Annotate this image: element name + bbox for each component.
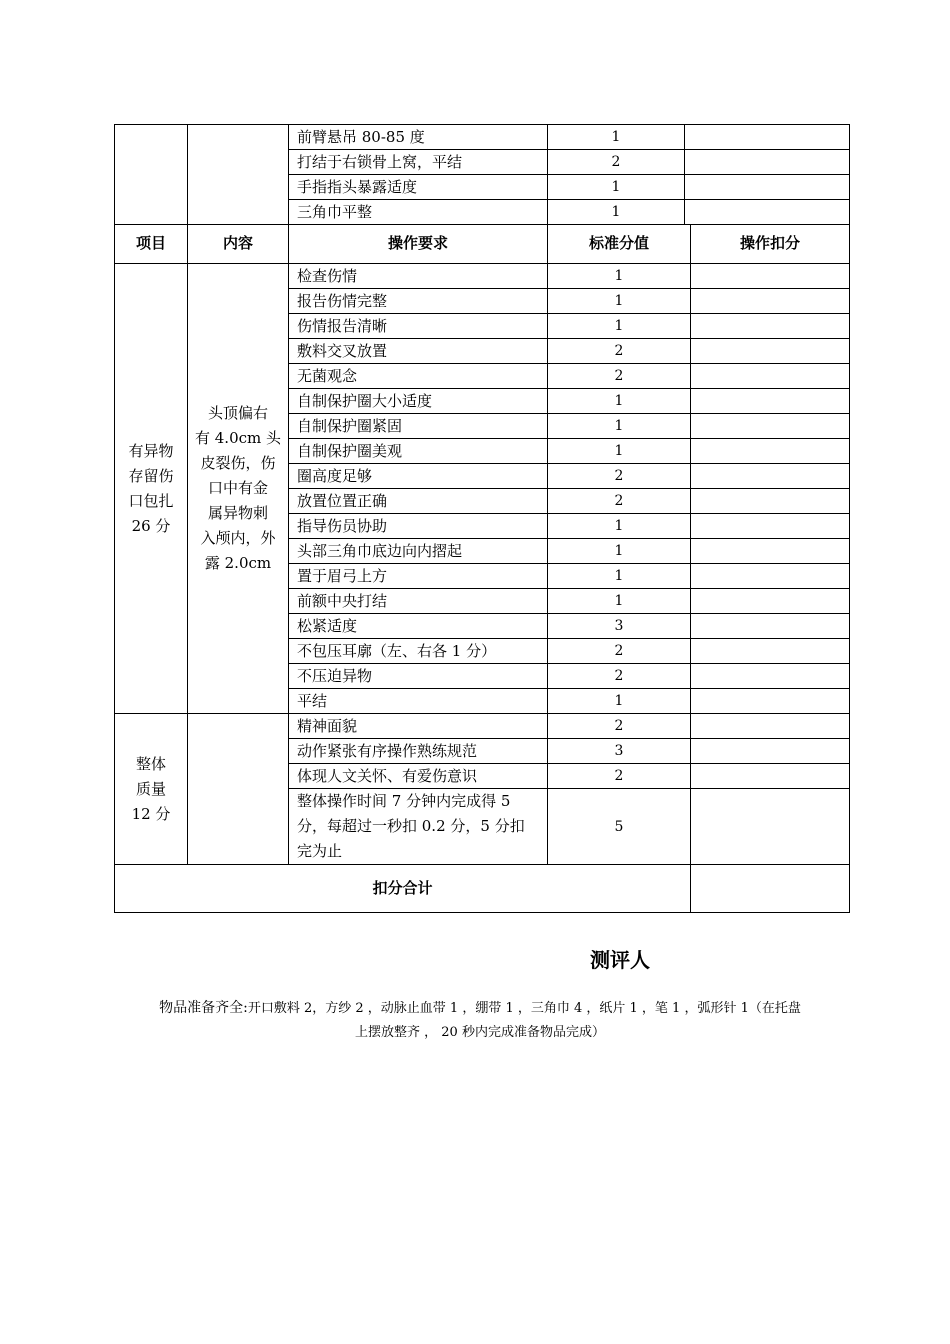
deduction-cell[interactable] xyxy=(685,175,850,200)
content-line: 露 2.0cm xyxy=(204,554,272,572)
deduction-cell[interactable] xyxy=(691,414,850,439)
deduction-cell[interactable] xyxy=(691,389,850,414)
score-cell: 2 xyxy=(548,489,691,514)
deduction-cell[interactable] xyxy=(691,439,850,464)
score-cell: 1 xyxy=(548,514,691,539)
items-note-text: 开口敷料 2，方纱 2 ，动脉止血带 1 ，绷带 1 ，三角巾 4 ，纸片 1 ，笔 1 ，弧形针 1（在托盘 xyxy=(247,1001,801,1016)
score-cell: 1 xyxy=(548,414,691,439)
deduction-cell[interactable] xyxy=(691,489,850,514)
items-note-line2: 上摆放整齐 ， 20 秒内完成准备物品完成） xyxy=(355,1025,605,1040)
requirement-cell: 三角巾平整 xyxy=(289,200,548,225)
header-deduction: 操作扣分 xyxy=(691,225,850,264)
score-cell: 1 xyxy=(548,125,685,150)
score-cell: 5 xyxy=(548,789,691,865)
deduction-cell[interactable] xyxy=(691,264,850,289)
score-cell: 1 xyxy=(548,200,685,225)
deduction-cell[interactable] xyxy=(691,714,850,739)
score-cell: 1 xyxy=(548,689,691,714)
total-label: 扣分合计 xyxy=(115,865,691,913)
requirement-cell: 自制保护圈大小适度 xyxy=(289,389,548,414)
requirement-cell: 打结于右锁骨上窝，平结 xyxy=(289,150,548,175)
deduction-cell[interactable] xyxy=(691,614,850,639)
deduction-cell[interactable] xyxy=(691,589,850,614)
requirement-cell: 动作紧张有序操作熟练规范 xyxy=(289,739,548,764)
score-cell: 2 xyxy=(548,664,691,689)
requirement-cell: 放置位置正确 xyxy=(289,489,548,514)
content-line: 口中有金 xyxy=(207,479,268,497)
deduction-cell[interactable] xyxy=(685,150,850,175)
item-line: 口包扎 xyxy=(128,491,174,510)
requirement-cell: 报告伤情完整 xyxy=(289,289,548,314)
score-cell: 1 xyxy=(548,314,691,339)
requirement-line: 整体操作时间 7 分钟内完成得 5 xyxy=(297,792,511,810)
item-line: 存留伤 xyxy=(128,466,174,485)
score-cell: 3 xyxy=(548,739,691,764)
score-cell: 1 xyxy=(548,289,691,314)
requirement-cell: 检查伤情 xyxy=(289,264,548,289)
deduction-cell[interactable] xyxy=(691,514,850,539)
header-content: 内容 xyxy=(188,225,289,264)
item-line: 有异物 xyxy=(128,441,174,460)
requirement-cell: 无菌观念 xyxy=(289,364,548,389)
score-cell: 1 xyxy=(548,564,691,589)
score-cell: 2 xyxy=(548,464,691,489)
requirement-cell: 伤情报告清晰 xyxy=(289,314,548,339)
table-header-row xyxy=(115,225,850,264)
content-line: 皮裂伤，伤 xyxy=(200,454,276,472)
header-requirement: 操作要求 xyxy=(289,225,548,264)
score-cell: 1 xyxy=(548,264,691,289)
deduction-cell[interactable] xyxy=(691,539,850,564)
score-cell: 2 xyxy=(548,714,691,739)
score-cell: 1 xyxy=(548,389,691,414)
deduction-cell[interactable] xyxy=(691,664,850,689)
requirement-cell: 精神面貌 xyxy=(289,714,548,739)
top-continuation-table xyxy=(114,124,850,225)
table-row xyxy=(115,714,850,739)
score-cell: 2 xyxy=(548,364,691,389)
deduction-cell[interactable] xyxy=(691,314,850,339)
requirement-cell: 前额中央打结 xyxy=(289,589,548,614)
total-row xyxy=(115,865,850,913)
requirement-line: 分，每超过一秒扣 0.2 分，5 分扣 xyxy=(297,817,525,835)
requirement-cell: 不包压耳廓（左、右各 1 分） xyxy=(289,639,548,664)
requirement-cell: 敷料交叉放置 xyxy=(289,339,548,364)
item-line: 26 分 xyxy=(131,516,171,535)
deduction-cell[interactable] xyxy=(685,125,850,150)
empty-content-cell xyxy=(188,125,289,225)
total-deduction-cell[interactable] xyxy=(691,865,850,913)
requirement-cell xyxy=(289,789,548,865)
requirement-cell: 平结 xyxy=(289,689,548,714)
score-cell: 1 xyxy=(548,439,691,464)
requirement-cell: 头部三角巾底边向内摺起 xyxy=(289,539,548,564)
section2-content-cell xyxy=(188,714,289,865)
evaluator-label: 测评人 xyxy=(590,950,650,972)
score-cell: 1 xyxy=(548,589,691,614)
deduction-cell[interactable] xyxy=(691,364,850,389)
requirement-cell: 圈高度足够 xyxy=(289,464,548,489)
score-cell: 1 xyxy=(548,175,685,200)
deduction-cell[interactable] xyxy=(691,789,850,865)
requirement-cell: 指导伤员协助 xyxy=(289,514,548,539)
section1-content-cell xyxy=(188,264,289,714)
content-line: 属异物刺 xyxy=(207,504,268,522)
score-cell: 2 xyxy=(548,339,691,364)
items-note-line1 xyxy=(140,996,820,1021)
score-cell: 3 xyxy=(548,614,691,639)
item-line: 12 分 xyxy=(131,804,171,823)
score-cell: 2 xyxy=(548,150,685,175)
requirement-line: 完为止 xyxy=(297,842,343,860)
deduction-cell[interactable] xyxy=(691,464,850,489)
requirement-cell: 置于眉弓上方 xyxy=(289,564,548,589)
items-preparation-note xyxy=(140,996,820,1045)
score-cell: 1 xyxy=(548,539,691,564)
requirement-cell: 松紧适度 xyxy=(289,614,548,639)
score-cell: 2 xyxy=(548,639,691,664)
item-line: 质量 xyxy=(135,779,166,798)
deduction-cell[interactable] xyxy=(691,339,850,364)
deduction-cell[interactable] xyxy=(691,564,850,589)
requirement-cell: 自制保护圈紧固 xyxy=(289,414,548,439)
header-item: 项目 xyxy=(115,225,188,264)
deduction-cell[interactable] xyxy=(691,739,850,764)
header-score: 标准分值 xyxy=(548,225,691,264)
section1-item-cell xyxy=(115,264,188,714)
score-cell: 2 xyxy=(548,764,691,789)
requirement-cell: 体现人文关怀、有爱伤意识 xyxy=(289,764,548,789)
items-note-lead: 物品准备齐全: xyxy=(159,1000,248,1016)
requirement-cell: 不压迫异物 xyxy=(289,664,548,689)
requirement-cell: 前臂悬吊 80-85 度 xyxy=(289,125,548,150)
deduction-cell[interactable] xyxy=(691,639,850,664)
deduction-cell[interactable] xyxy=(685,200,850,225)
item-line: 整体 xyxy=(135,754,166,773)
deduction-cell[interactable] xyxy=(691,764,850,789)
content-line: 头顶偏右 xyxy=(207,404,268,422)
section2-item-cell xyxy=(115,714,188,865)
requirement-cell: 手指指头暴露适度 xyxy=(289,175,548,200)
scoring-table xyxy=(114,224,850,913)
deduction-cell[interactable] xyxy=(691,689,850,714)
content-line: 有 4.0cm 头 xyxy=(194,429,282,447)
deduction-cell[interactable] xyxy=(691,289,850,314)
empty-item-cell xyxy=(115,125,188,225)
content-line: 入颅内，外 xyxy=(200,529,276,547)
table-row xyxy=(115,264,850,289)
requirement-cell: 自制保护圈美观 xyxy=(289,439,548,464)
